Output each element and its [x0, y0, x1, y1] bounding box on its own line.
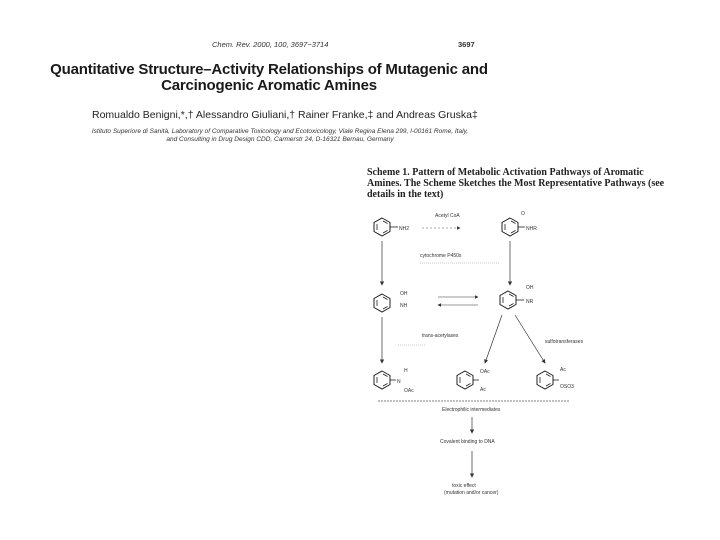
n-sulfonyloxy-ring: [537, 371, 553, 389]
n-left-label: N: [397, 379, 401, 385]
n-acetoxy-ring-middle: [457, 371, 473, 389]
toxic-effect-sub-label: (mutation and/or cancer): [444, 490, 499, 496]
oxygen-label: O: [521, 211, 525, 217]
sulfotransferase-label: sulfotransferases: [545, 339, 584, 345]
oh-right-label: OH: [526, 285, 534, 291]
hydroxylamine-ring: [374, 294, 390, 312]
n-acetoxy-ring-left: [374, 371, 390, 389]
nr-label: NR: [526, 299, 534, 305]
article-authors: Romualdo Benigni,*,† Alessandro Giuliani,† Rainer Franke,‡ and Andreas Gruska‡: [92, 109, 478, 121]
toxic-effect-label: toxic effect: [452, 483, 476, 489]
oh-left-label: OH: [400, 291, 408, 297]
scheme-caption: Scheme 1. Pattern of Metabolic Activation Pathways of Aromatic Amines. The Scheme Sketches the Most Representative Pathways (see details in the text): [367, 167, 665, 200]
trans-acetylase-label: trans-acetylases: [422, 333, 459, 339]
h-label: H: [404, 368, 408, 374]
nh2-label: NH2: [399, 226, 410, 232]
journal-reference: Chem. Rev. 2000, 100, 3697−3714: [212, 40, 329, 49]
nh-label: NH: [400, 303, 408, 309]
electrophilic-intermediates-label: Electrophilic intermediates: [442, 407, 501, 413]
author-affiliation: [80, 128, 480, 144]
p450-label: cytochrome P450s: [420, 253, 462, 259]
ac-right-label: Ac: [560, 367, 566, 373]
nhr-label: NHR: [526, 226, 537, 232]
right-branch-arrow: [515, 315, 545, 363]
ac-label: Ac: [480, 387, 486, 393]
affiliation-line-2: and Consulting in Drug Design CDD, Carmerstr 24, D-16321 Bernau, Germany: [166, 136, 394, 143]
oac-middle-label: OAc: [480, 369, 490, 375]
oac-left-label: OAc: [404, 388, 414, 394]
acetyl-coa-label: Acetyl CoA: [435, 213, 460, 219]
article-title: Quantitative Structure–Activity Relationships of Mutagenic and Carcinogenic Aromatic Amines: [50, 61, 488, 94]
oso3-label: OSO3: [560, 384, 574, 390]
aromatic-amine-ring: [374, 218, 390, 236]
affiliation-line-1: Istituto Superiore di Sanità, Laboratory of Comparative Toxicology and Ecotoxicology, Viale Regina Elena 299, I-00161 Rome, Italy,: [91, 128, 469, 135]
middle-branch-arrow: [485, 315, 502, 363]
metabolic-pathway-scheme: [360, 205, 660, 505]
aromatic-amide-ring: [502, 218, 518, 236]
page-number: 3697: [458, 40, 475, 49]
covalent-binding-label: Covalent binding to DNA: [440, 439, 495, 445]
hydroxamic-acid-ring: [500, 291, 516, 309]
